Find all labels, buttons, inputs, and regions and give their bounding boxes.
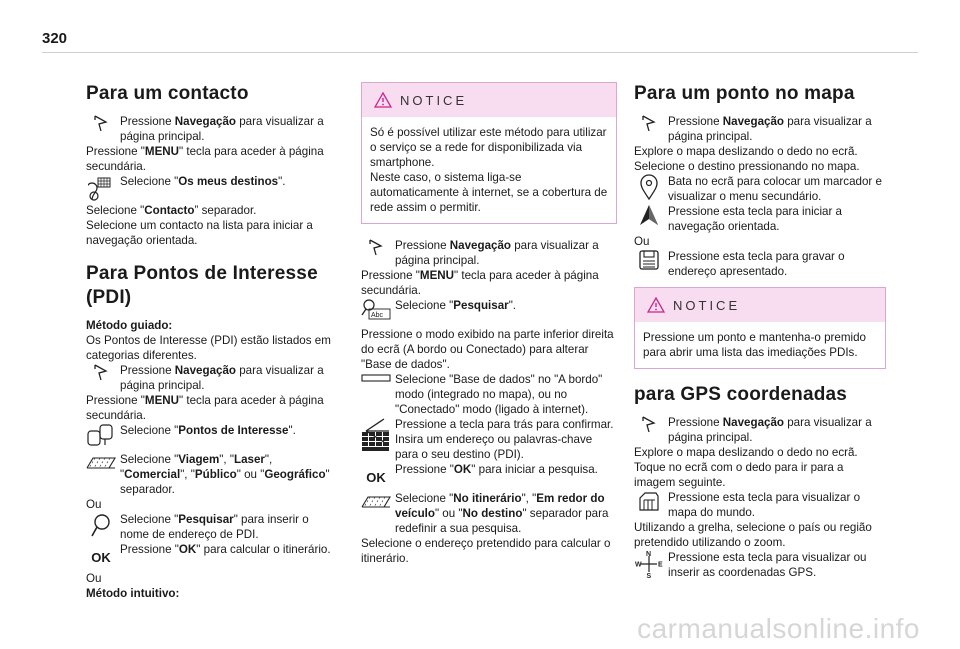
- navigation-arrow-icon: [634, 415, 664, 445]
- ok-icon: OK: [366, 470, 386, 485]
- poi-step: [86, 423, 338, 438]
- warning-triangle-icon: [647, 297, 665, 313]
- nav-step-4: [634, 114, 886, 144]
- destinations-step: [86, 174, 338, 189]
- watermark: carmanualsonline.info: [637, 613, 920, 644]
- poi-step-text: Selecione "Pontos de Interesse".: [120, 424, 296, 437]
- nav-step-4-text: Pressione Navegação para visualizar a página principal.: [668, 115, 872, 143]
- section-title-pdi: Para Pontos de Interesse (PDI): [86, 263, 318, 308]
- coords-step: [634, 550, 886, 580]
- svg-text:W: W: [635, 561, 642, 569]
- select-destination-text: Selecione o destino pressionando no mapa.: [634, 160, 860, 173]
- keyword-step-text: Insira um endereço ou palavras-chave para o seu destino (PDI).: [395, 433, 593, 461]
- destinations-step-text: Selecione "Os meus destinos".: [120, 175, 286, 188]
- marker-step-text: Bata no ecrã para colocar um marcador e visualizar o menu secundário.: [668, 175, 882, 203]
- nav-step-3-text: Pressione Navegação para visualizar a página principal.: [395, 239, 599, 267]
- nav-step: [86, 114, 338, 144]
- navigation-arrow-icon: [634, 114, 664, 144]
- world-map-icon: [634, 490, 664, 520]
- database-step: [361, 372, 617, 417]
- database-step-text: Selecione "Base de dados" no "A bordo" modo (integrado no mapa), ou no "Conectado" modo (ligado à internet).: [395, 373, 603, 416]
- or-text-2: Ou: [86, 572, 102, 585]
- back-step: [361, 417, 617, 432]
- save-step: [634, 249, 886, 279]
- poi-icon: [86, 423, 116, 453]
- search-step-text: Selecione "Pesquisar" para inserir o nome de endereço de PDI.: [120, 513, 309, 541]
- ok-step-2: [361, 462, 617, 485]
- ok-step-2-text: Pressione "OK" para iniciar a pesquisa.: [395, 463, 598, 476]
- search-step-2-text: Selecione "Pesquisar".: [395, 299, 517, 312]
- start-nav-step: [634, 204, 886, 234]
- svg-text:Abc: Abc: [371, 312, 384, 319]
- world-map-step-text: Pressione esta tecla para visualizar o mapa do mundo.: [668, 491, 861, 519]
- save-disk-icon: [634, 249, 664, 279]
- compass-coordinates-icon: [634, 550, 664, 580]
- start-nav-step-text: Pressione esta tecla para iniciar a navegação orientada.: [668, 205, 842, 233]
- column-3: [634, 82, 886, 580]
- nav-step-text: Pressione Navegação para visualizar a página principal.: [120, 115, 324, 143]
- keyword-step: [361, 432, 617, 462]
- map-pin-icon: [634, 174, 664, 204]
- section-title-contact: Para um contacto: [86, 83, 249, 104]
- marker-step: [634, 174, 886, 204]
- svg-text:N: N: [646, 551, 652, 558]
- ok-step-text: Pressione "OK" para calcular o itinerário.: [120, 543, 331, 556]
- warning-triangle-icon: [374, 92, 392, 108]
- menu-step-text: Pressione "MENU" tecla para aceder à página secundária.: [86, 145, 324, 173]
- navigation-start-icon: [634, 204, 664, 234]
- top-rule: [42, 52, 918, 53]
- tabs-step-2-text: Selecione "No itinerário", "Em redor do veículo" ou "No destino" separador para redefinir a sua pesquisa.: [395, 492, 609, 535]
- touch-text: Toque no ecrã com o dedo para ir para a imagem seguinte.: [634, 461, 844, 489]
- section-title-gps: para GPS coordenadas: [634, 384, 848, 405]
- nav-step-3: [361, 238, 617, 268]
- nav-step-2-text: Pressione Navegação para visualizar a página principal.: [120, 364, 324, 392]
- explore-text: Explore o mapa deslizando o dedo no ecrã.: [634, 145, 858, 158]
- world-map-step: [634, 490, 886, 520]
- save-step-text: Pressione esta tecla para gravar o endereço apresentado.: [668, 250, 845, 278]
- notice-title: NOTICE: [673, 297, 741, 313]
- grid-text: Utilizando a grelha, selecione o país ou região pretendido utilizando o zoom.: [634, 521, 872, 549]
- explore-text-2: Explore o mapa deslizando o dedo no ecrã.: [634, 446, 858, 459]
- guided-method-label: Método guiado:: [86, 319, 173, 332]
- menu-step-3-text: Pressione "MENU" tecla para aceder à página secundária.: [361, 269, 599, 297]
- navigation-arrow-icon: [86, 363, 116, 393]
- or-text-3: Ou: [634, 235, 650, 248]
- database-bar-icon: [361, 372, 391, 402]
- search-abc-icon: [361, 298, 391, 328]
- or-text-1: Ou: [86, 498, 102, 511]
- notice-box-1: [361, 82, 617, 224]
- intuitive-method-label: Método intuitivo:: [86, 587, 180, 600]
- tabs-step: [86, 452, 338, 497]
- contact-tab-text: Selecione "Contacto” separador.: [86, 204, 257, 217]
- nav-step-5: [634, 415, 886, 445]
- menu-step-2-text: Pressione "MENU" tecla para aceder à página secundária.: [86, 394, 324, 422]
- map-pin-grid-icon: [86, 174, 116, 204]
- ok-icon: OK: [91, 550, 111, 565]
- search-step-2: [361, 298, 617, 319]
- page-number: 320: [42, 30, 68, 47]
- contact-list-text: Selecione um contacto na lista para iniciar a navegação orientada.: [86, 219, 313, 247]
- notice-header: [635, 288, 885, 322]
- tab-bar-icon: [86, 452, 116, 482]
- mode-text: Pressione o modo exibido na parte inferior direita do ecrã (A bordo ou Conectado) para alterar "Base de dados".: [361, 328, 614, 371]
- notice-text: Só é possível utilizar este método para utilizar o serviço se a rede for disponibilizada via smartphone. Neste caso, o sistema liga-se automaticamente à internet, se a cobertura de rede assim o permitir.: [370, 126, 608, 214]
- back-step-text: Pressione a tecla para trás para confirmar.: [395, 418, 614, 431]
- svg-text:S: S: [646, 573, 652, 578]
- tab-bar-icon: [361, 491, 391, 521]
- notice-box-2: [634, 287, 886, 369]
- ok-step: [86, 542, 338, 565]
- notice-header: [362, 83, 616, 117]
- nav-step-5-text: Pressione Navegação para visualizar a página principal.: [668, 416, 872, 444]
- tabs-step-2: [361, 491, 617, 536]
- navigation-arrow-icon: [86, 114, 116, 144]
- notice-title: NOTICE: [400, 92, 468, 108]
- search-step: [86, 512, 338, 542]
- search-magnifier-icon: [86, 512, 116, 542]
- notice-text: Pressione um ponto e mantenha-o premido para abrir uma lista das imediações PDIs.: [643, 331, 866, 359]
- nav-step-2: [86, 363, 338, 393]
- section-title-map-point: Para um ponto no mapa: [634, 83, 855, 104]
- guided-method-text: Os Pontos de Interesse (PDI) estão listados em categorias diferentes.: [86, 334, 331, 362]
- svg-text:E: E: [658, 561, 663, 569]
- column-1: [86, 82, 338, 601]
- tabs-step-text: Selecione "Viagem", "Laser", "Comercial", "Público" ou "Geográfico" separador.: [120, 453, 330, 496]
- column-2: [361, 82, 617, 566]
- coords-step-text: Pressione esta tecla para visualizar ou inserir as coordenadas GPS.: [668, 551, 867, 579]
- navigation-arrow-icon: [361, 238, 391, 268]
- keyboard-grid-icon: [361, 432, 391, 462]
- address-text: Selecione o endereço pretendido para calcular o itinerário.: [361, 537, 611, 565]
